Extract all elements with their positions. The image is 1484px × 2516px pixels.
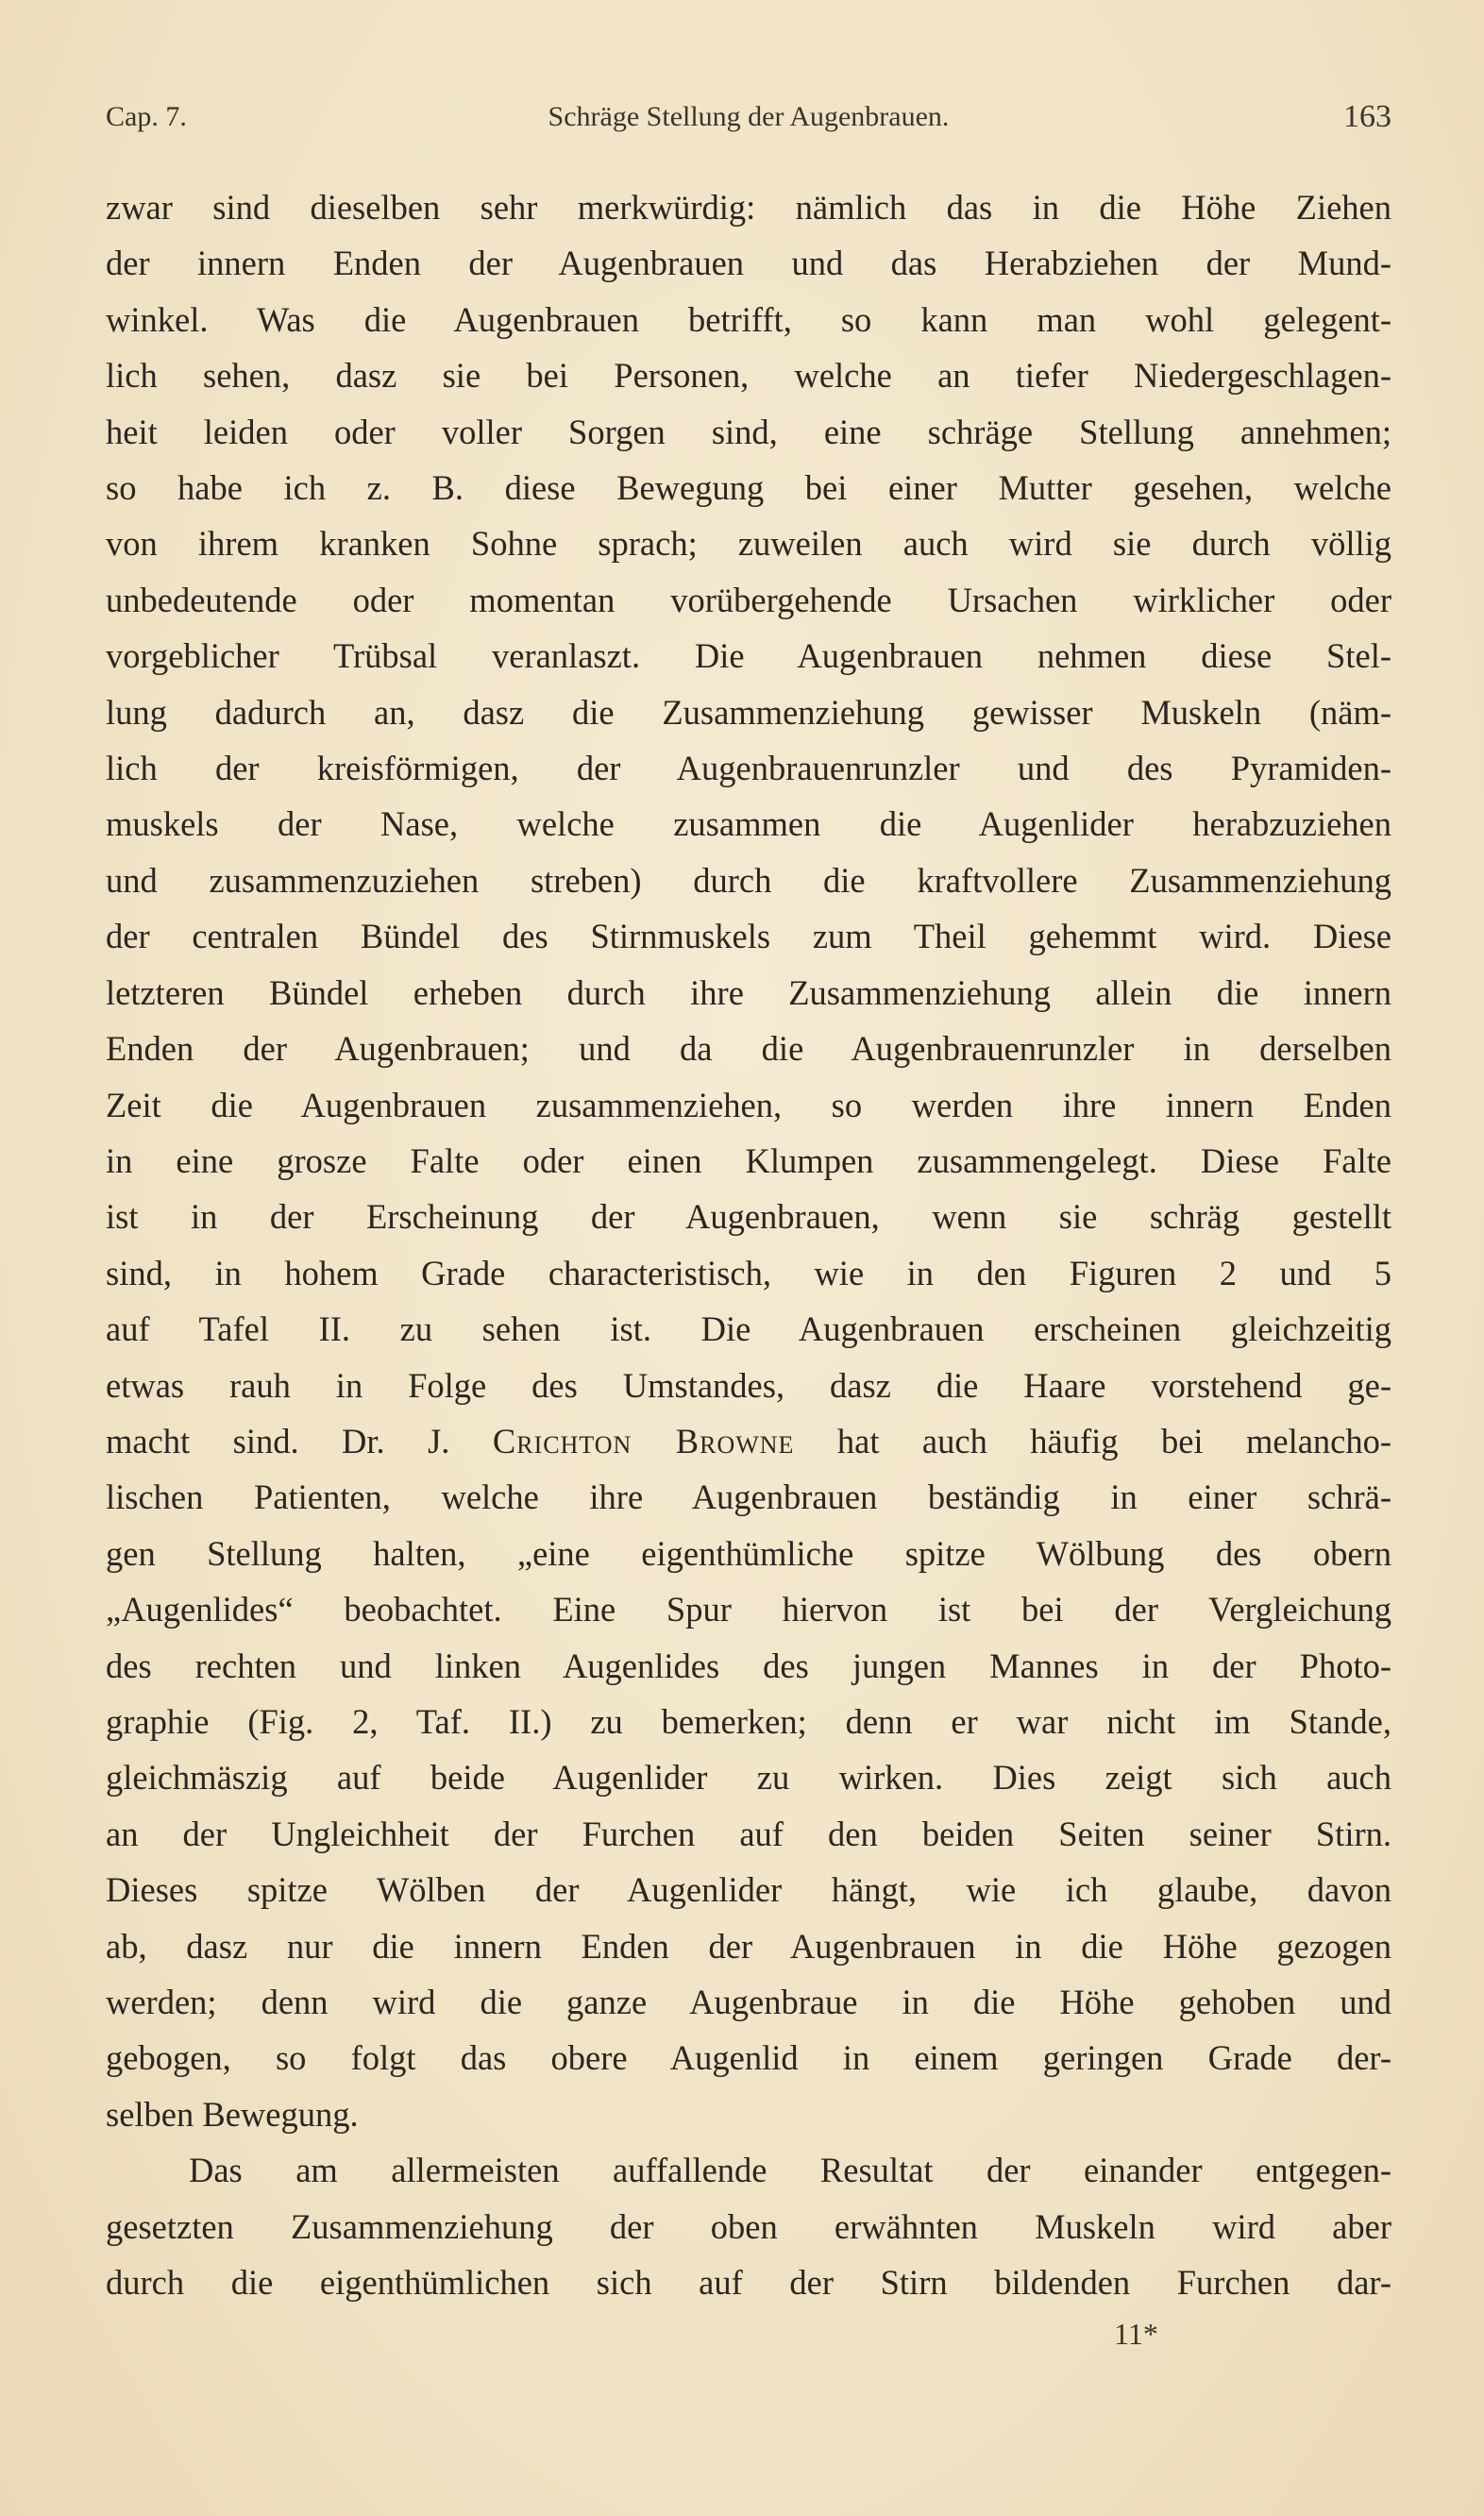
signature-mark: 11* [1114, 2317, 1158, 2351]
text-line: ist in der Erscheinung der Augenbrauen, wenn sie schräg gestellt [106, 1197, 1391, 1237]
text-line: gleichmäszig auf beide Augenlider zu wirken. Dies zeigt sich auch [106, 1758, 1391, 1798]
text-line: lich der kreisförmigen, der Augenbrauenrunzler und des Pyramiden- [106, 749, 1391, 788]
text-line: letzteren Bündel erheben durch ihre Zusammenziehung allein die innern [106, 972, 1391, 1012]
text-line: in eine grosze Falte oder einen Klumpen zusammengelegt. Diese Falte [106, 1140, 1391, 1180]
text-line: des rechten und linken Augenlides des jungen Mannes in der Photo- [106, 1646, 1391, 1685]
chapter-label: Cap. 7. [106, 101, 187, 132]
text-line: Enden der Augenbrauen; und da die Augenbrauenrunzler in derselben [106, 1029, 1391, 1069]
text-line: Dieses spitze Wölben der Augenlider hängt, wie ich glaube, davon [106, 1870, 1391, 1910]
text-line: muskels der Nase, welche zusammen die Augenlider herabzuziehen [106, 804, 1391, 844]
text-line: heit leiden oder voller Sorgen sind, eine schräge Stellung annehmen; [106, 412, 1391, 451]
text-line: an der Ungleichheit der Furchen auf den beiden Seiten seiner Stirn. [106, 1814, 1391, 1853]
text-line: etwas rauh in Folge des Umstandes, dasz die Haare vorstehend ge- [106, 1365, 1391, 1405]
text-line: graphie (Fig. 2, Taf. II.) zu bemerken; denn er war nicht im Stande, [106, 1701, 1391, 1741]
text-line: zwar sind dieselben sehr merkwürdig: nämlich das in die Höhe Ziehen [106, 188, 1391, 227]
text-line: lung dadurch an, dasz die Zusammenziehung gewisser Muskeln (näm- [106, 692, 1391, 732]
text-line-with-name [106, 1413, 1391, 1469]
text-line: von ihrem kranken Sohne sprach; zuweilen auch wird sie durch völlig [106, 524, 1391, 564]
text-line: und zusammenzuziehen streben) durch die kraftvollere Zusammenziehung [106, 860, 1391, 900]
body-text [106, 179, 1391, 2310]
text-run: macht sind. Dr. J. [106, 1421, 493, 1461]
text-line: sind, in hohem Grade characteristisch, wie in den Figuren 2 und 5 [106, 1253, 1391, 1292]
text-line: Zeit die Augenbrauen zusammenziehen, so werden ihre innern Enden [106, 1085, 1391, 1124]
text-line: ab, dasz nur die innern Enden der Augenbrauen in die Höhe gezogen [106, 1926, 1391, 1966]
text-line: selben Bewegung. [106, 2094, 359, 2134]
text-line: gebogen, so folgt das obere Augenlid in einem geringen Grade der- [106, 2038, 1391, 2078]
text-line: lich sehen, dasz sie bei Personen, welche an tiefer Niedergeschlagen- [106, 356, 1391, 396]
paragraph-1 [106, 179, 1391, 2142]
text-line: vorgeblicher Trübsal veranlaszt. Die Augenbrauen nehmen diese Stel- [106, 636, 1391, 676]
text-line: unbedeutende oder momentan vorübergehende Ursachen wirklicher oder [106, 580, 1391, 619]
text-line: Das am allermeisten auffallende Resultat der einander entgegen- [189, 2151, 1391, 2190]
running-header [106, 94, 1391, 140]
text-line: winkel. Was die Augenbrauen betrifft, so kann man wohl gelegent- [106, 299, 1391, 339]
text-line: gen Stellung halten, „eine eigenthümliche spitze Wölbung des obern [106, 1533, 1391, 1573]
text-line: lischen Patienten, welche ihre Augenbrauen beständig in einer schrä- [106, 1478, 1391, 1517]
running-title: Schräge Stellung der Augenbrauen. [548, 101, 950, 132]
text-line: „Augenlides“ beobachtet. Eine Spur hiervon ist bei der Vergleichung [106, 1590, 1391, 1629]
text-line: so habe ich z. B. diese Bewegung bei einer Mutter gesehen, welche [106, 468, 1391, 508]
text-line: durch die eigenthümlichen sich auf der Stirn bildenden Furchen dar- [106, 2263, 1391, 2303]
page-number: 163 [1343, 99, 1391, 134]
text-line: werden; denn wird die ganze Augenbraue in die Höhe gehoben und [106, 1983, 1391, 2021]
paragraph-2 [106, 2142, 1391, 2310]
text-line: der innern Enden der Augenbrauen und das Herabziehen der Mund- [106, 244, 1391, 283]
text-run: hat auch häufig bei melancho- [794, 1421, 1392, 1461]
text-line: gesetzten Zusammenziehung der oben erwähnten Muskeln wird aber [106, 2206, 1391, 2246]
author-name: Crichton Browne [492, 1421, 795, 1461]
text-line: auf Tafel II. zu sehen ist. Die Augenbrauen erscheinen gleichzeitig [106, 1309, 1391, 1349]
text-line: der centralen Bündel des Stirnmuskels zum Theil gehemmt wird. Diese [106, 917, 1391, 956]
